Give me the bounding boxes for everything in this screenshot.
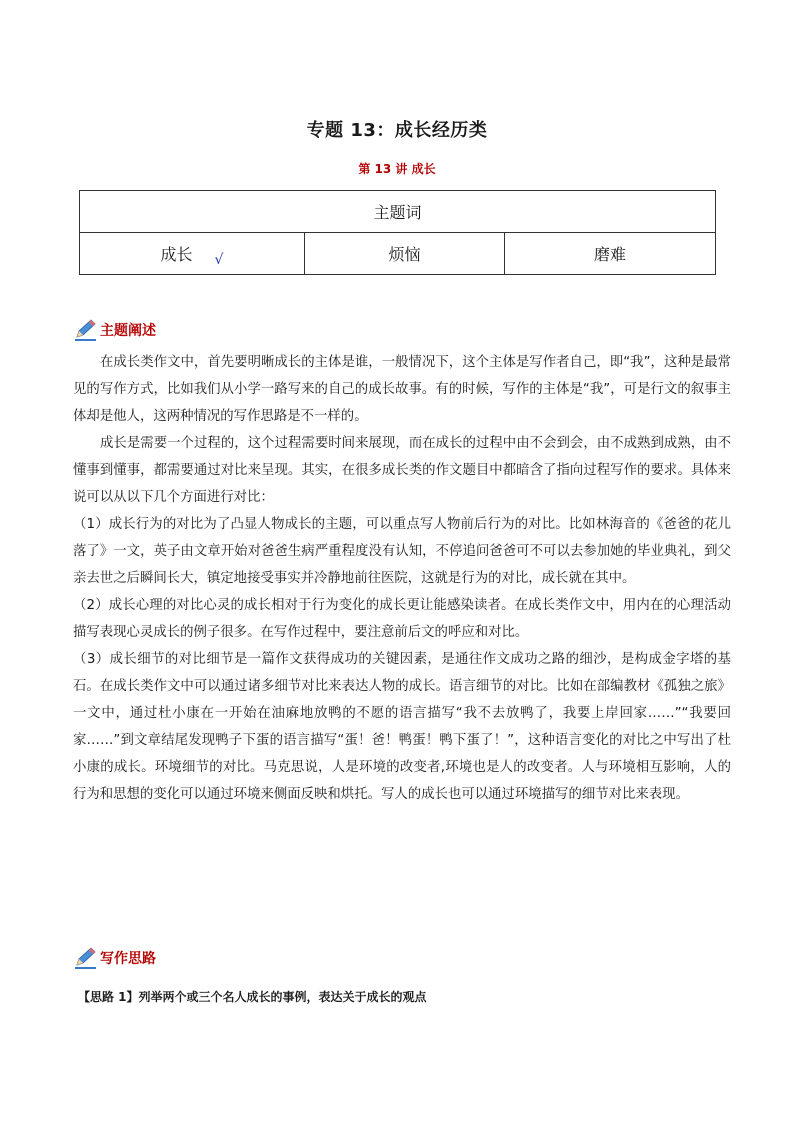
pencil-icon <box>74 318 98 342</box>
section-heading-ideas <box>74 946 156 970</box>
paragraph: （1）成长行为的对比为了凸显人物成长的主题，可以重点写人物前后行为的对比。比如林海音的《爸爸的花儿落了》一文，英子由文章开始对爸爸生病严重程度没有认知，不停追问爸爸可不可以去参加她的毕业典礼，到父亲去世之后瞬间长大，镇定地接受事实并冷静地前往医院，这就是行为的对比，成长就在其中。 <box>73 517 731 586</box>
pencil-icon <box>74 946 98 970</box>
theme-body <box>73 349 731 808</box>
check-mark: √ <box>214 252 224 268</box>
topic-word-cell <box>505 233 716 275</box>
topic-word: 成长 <box>160 245 193 264</box>
paragraph: （3）成长细节的对比细节是一篇作文获得成功的关键因素，是通往作文成功之路的细沙，是构成金字塔的基石。在成长类作文中可以通过诸多细节对比来表达人物的成长。语言细节的对比。比如在部编教材《孤独之旅》一文中，通过杜小康在一开始在油麻地放鸭的不愿的语言描写“我不去放鸭了，我要上岸回家……”“我要回家……”到文章结尾发现鸭子下蛋的语言描写“蛋！爸！鸭蛋！鸭下蛋了！”，这种语言变化的对比之中写出了杜小康的成长。环境细节的对比。马克思说，人是环境的改变者,环境也是人的改变者。人与环境相互影响，人的行为和思想的变化可以通过环境来侧面反映和烘托。写人的成长也可以通过环境描写的细节对比来表现。 <box>73 652 731 802</box>
section-title: 主题阐述 <box>100 323 156 339</box>
paragraph: 在成长类作文中，首先要明晰成长的主体是谁，一般情况下，这个主体是写作者自己，即“我”，这种是最常见的写作方式，比如我们从小学一路写来的自己的成长故事。有的时候，写作的主体是“我”，可是行文的叙事主体却是他人，这两种情况的写作思路是不一样的。 <box>73 355 731 424</box>
paragraph: 成长是需要一个过程的，这个过程需要时间来展现，而在成长的过程中由不会到会，由不成熟到成熟，由不懂事到懂事，都需要通过对比来呈现。其实，在很多成长类的作文题目中都暗含了指向过程写作的要求。具体来说可以从以下几个方面进行对比： <box>73 436 731 505</box>
section-heading-theme <box>74 318 156 342</box>
topic-table-header: 主题词 <box>80 191 716 233</box>
topic-word: 烦恼 <box>388 245 421 264</box>
page-title: 专题 13：成长经历类 <box>306 120 488 141</box>
section-title: 写作思路 <box>100 951 156 967</box>
topic-word-cell <box>305 233 505 275</box>
topic-word-cell <box>80 233 305 275</box>
topic-word-table <box>79 190 716 275</box>
topic-word: 磨难 <box>593 245 626 264</box>
paragraph: （2）成长心理的对比心灵的成长相对于行为变化的成长更让能感染读者。在成长类作文中，用内在的心理活动描写表现心灵成长的例子很多。在写作过程中，要注意前后文的呼应和对比。 <box>73 598 731 640</box>
page-subtitle: 第 13 讲 成长 <box>358 162 436 176</box>
idea-line: 【思路 1】列举两个或三个名人成长的事例，表达关于成长的观点 <box>78 990 427 1004</box>
